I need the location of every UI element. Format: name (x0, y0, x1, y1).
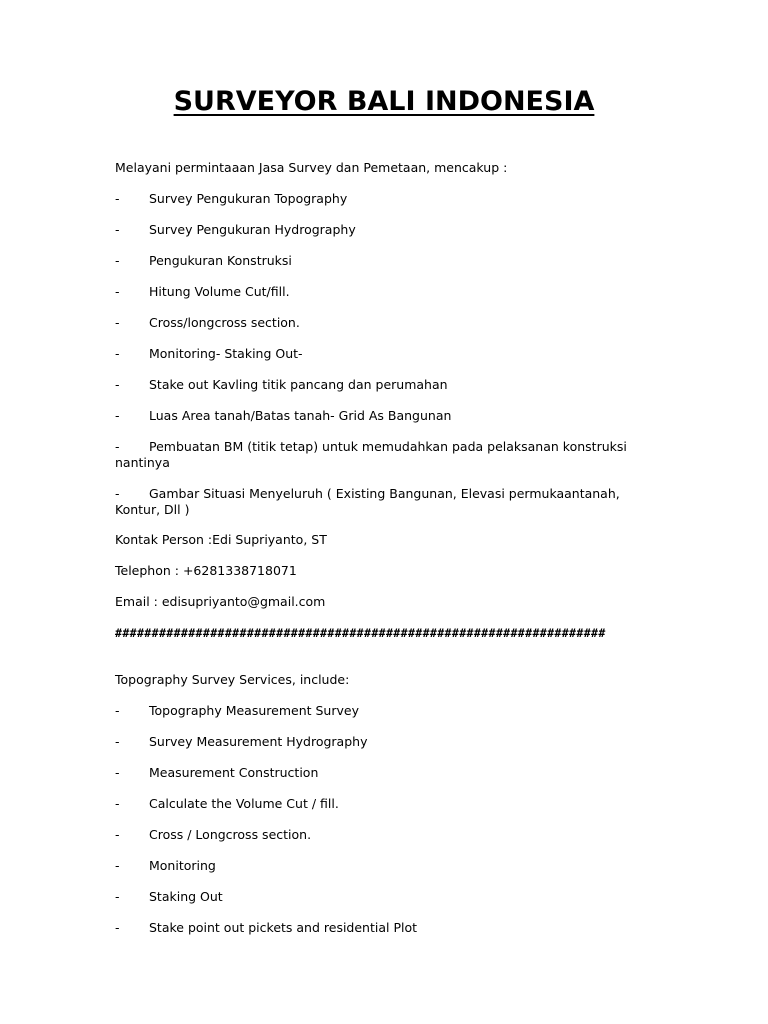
document-title: SURVEYOR BALI INDONESIA (173, 86, 595, 117)
list-item-text: Gambar Situasi Menyeluruh ( Existing Bangunan, Elevasi permukaantanah, Kontur, Dll ) (115, 486, 620, 517)
list-item (115, 315, 655, 331)
list-item (115, 920, 655, 936)
contact-person: Kontak Person :Edi Supriyanto, ST (115, 532, 327, 547)
list-item-text: Monitoring (149, 858, 216, 873)
list-item-text: Measurement Construction (149, 765, 319, 780)
list-item-text: Cross/longcross section. (149, 315, 300, 330)
list-item (115, 191, 655, 207)
list-item-text: Hitung Volume Cut/fill. (149, 284, 290, 299)
list-item-text: Survey Measurement Hydrography (149, 734, 368, 749)
bullet-dash: - (115, 315, 120, 330)
intro-text-en: Topography Survey Services, include: (115, 672, 350, 687)
list-item-text: Monitoring- Staking Out- (149, 346, 303, 361)
list-item (115, 827, 655, 843)
list-item (115, 284, 655, 300)
bullet-dash: - (115, 377, 120, 392)
bullet-dash: - (115, 408, 120, 423)
list-item-text: Survey Pengukuran Hydrography (149, 222, 356, 237)
bullet-dash: - (115, 703, 120, 718)
bullet-dash: - (115, 858, 120, 873)
bullet-dash: - (115, 796, 120, 811)
bullet-dash: - (115, 346, 120, 361)
list-item (115, 408, 655, 424)
bullet-dash: - (115, 284, 120, 299)
bullet-dash: - (115, 734, 120, 749)
list-item (115, 253, 655, 269)
list-item (115, 765, 655, 781)
list-item (115, 734, 655, 750)
list-item (115, 796, 655, 812)
bullet-dash: - (115, 889, 120, 904)
list-item-text: Pengukuran Konstruksi (149, 253, 292, 268)
list-item (115, 377, 655, 393)
list-item-text: Stake out Kavling titik pancang dan perumahan (149, 377, 448, 392)
list-item-text: Cross / Longcross section. (149, 827, 312, 842)
bullet-dash: - (115, 222, 120, 237)
intro-text: Melayani permintaaan Jasa Survey dan Pemetaan, mencakup : (115, 160, 508, 175)
list-item (115, 222, 655, 238)
list-item (115, 858, 655, 874)
list-item-text: Stake point out pickets and residential Plot (149, 920, 418, 935)
bullet-dash: - (115, 765, 120, 780)
contact-email: Email : edisupriyanto@gmail.com (115, 594, 326, 609)
bullet-dash: - (115, 439, 120, 454)
bullet-dash: - (115, 191, 120, 206)
list-item-text: Topography Measurement Survey (149, 703, 359, 718)
contact-telephone: Telephon : +6281338718071 (115, 563, 297, 578)
list-item (115, 486, 655, 518)
hash-separator: ################################################################### (115, 626, 606, 640)
bullet-dash: - (115, 486, 120, 501)
list-item (115, 889, 655, 905)
bullet-dash: - (115, 920, 120, 935)
list-item-text: Staking Out (149, 889, 223, 904)
bullet-dash: - (115, 827, 120, 842)
list-item-text: Pembuatan BM (titik tetap) untuk memudahkan pada pelaksanan konstruksi nantinya (115, 439, 627, 470)
list-item-text: Survey Pengukuran Topography (149, 191, 348, 206)
bullet-dash: - (115, 253, 120, 268)
list-item-text: Luas Area tanah/Batas tanah- Grid As Bangunan (149, 408, 452, 423)
list-item (115, 703, 655, 719)
list-item (115, 439, 655, 471)
list-item (115, 346, 655, 362)
list-item-text: Calculate the Volume Cut / fill. (149, 796, 339, 811)
